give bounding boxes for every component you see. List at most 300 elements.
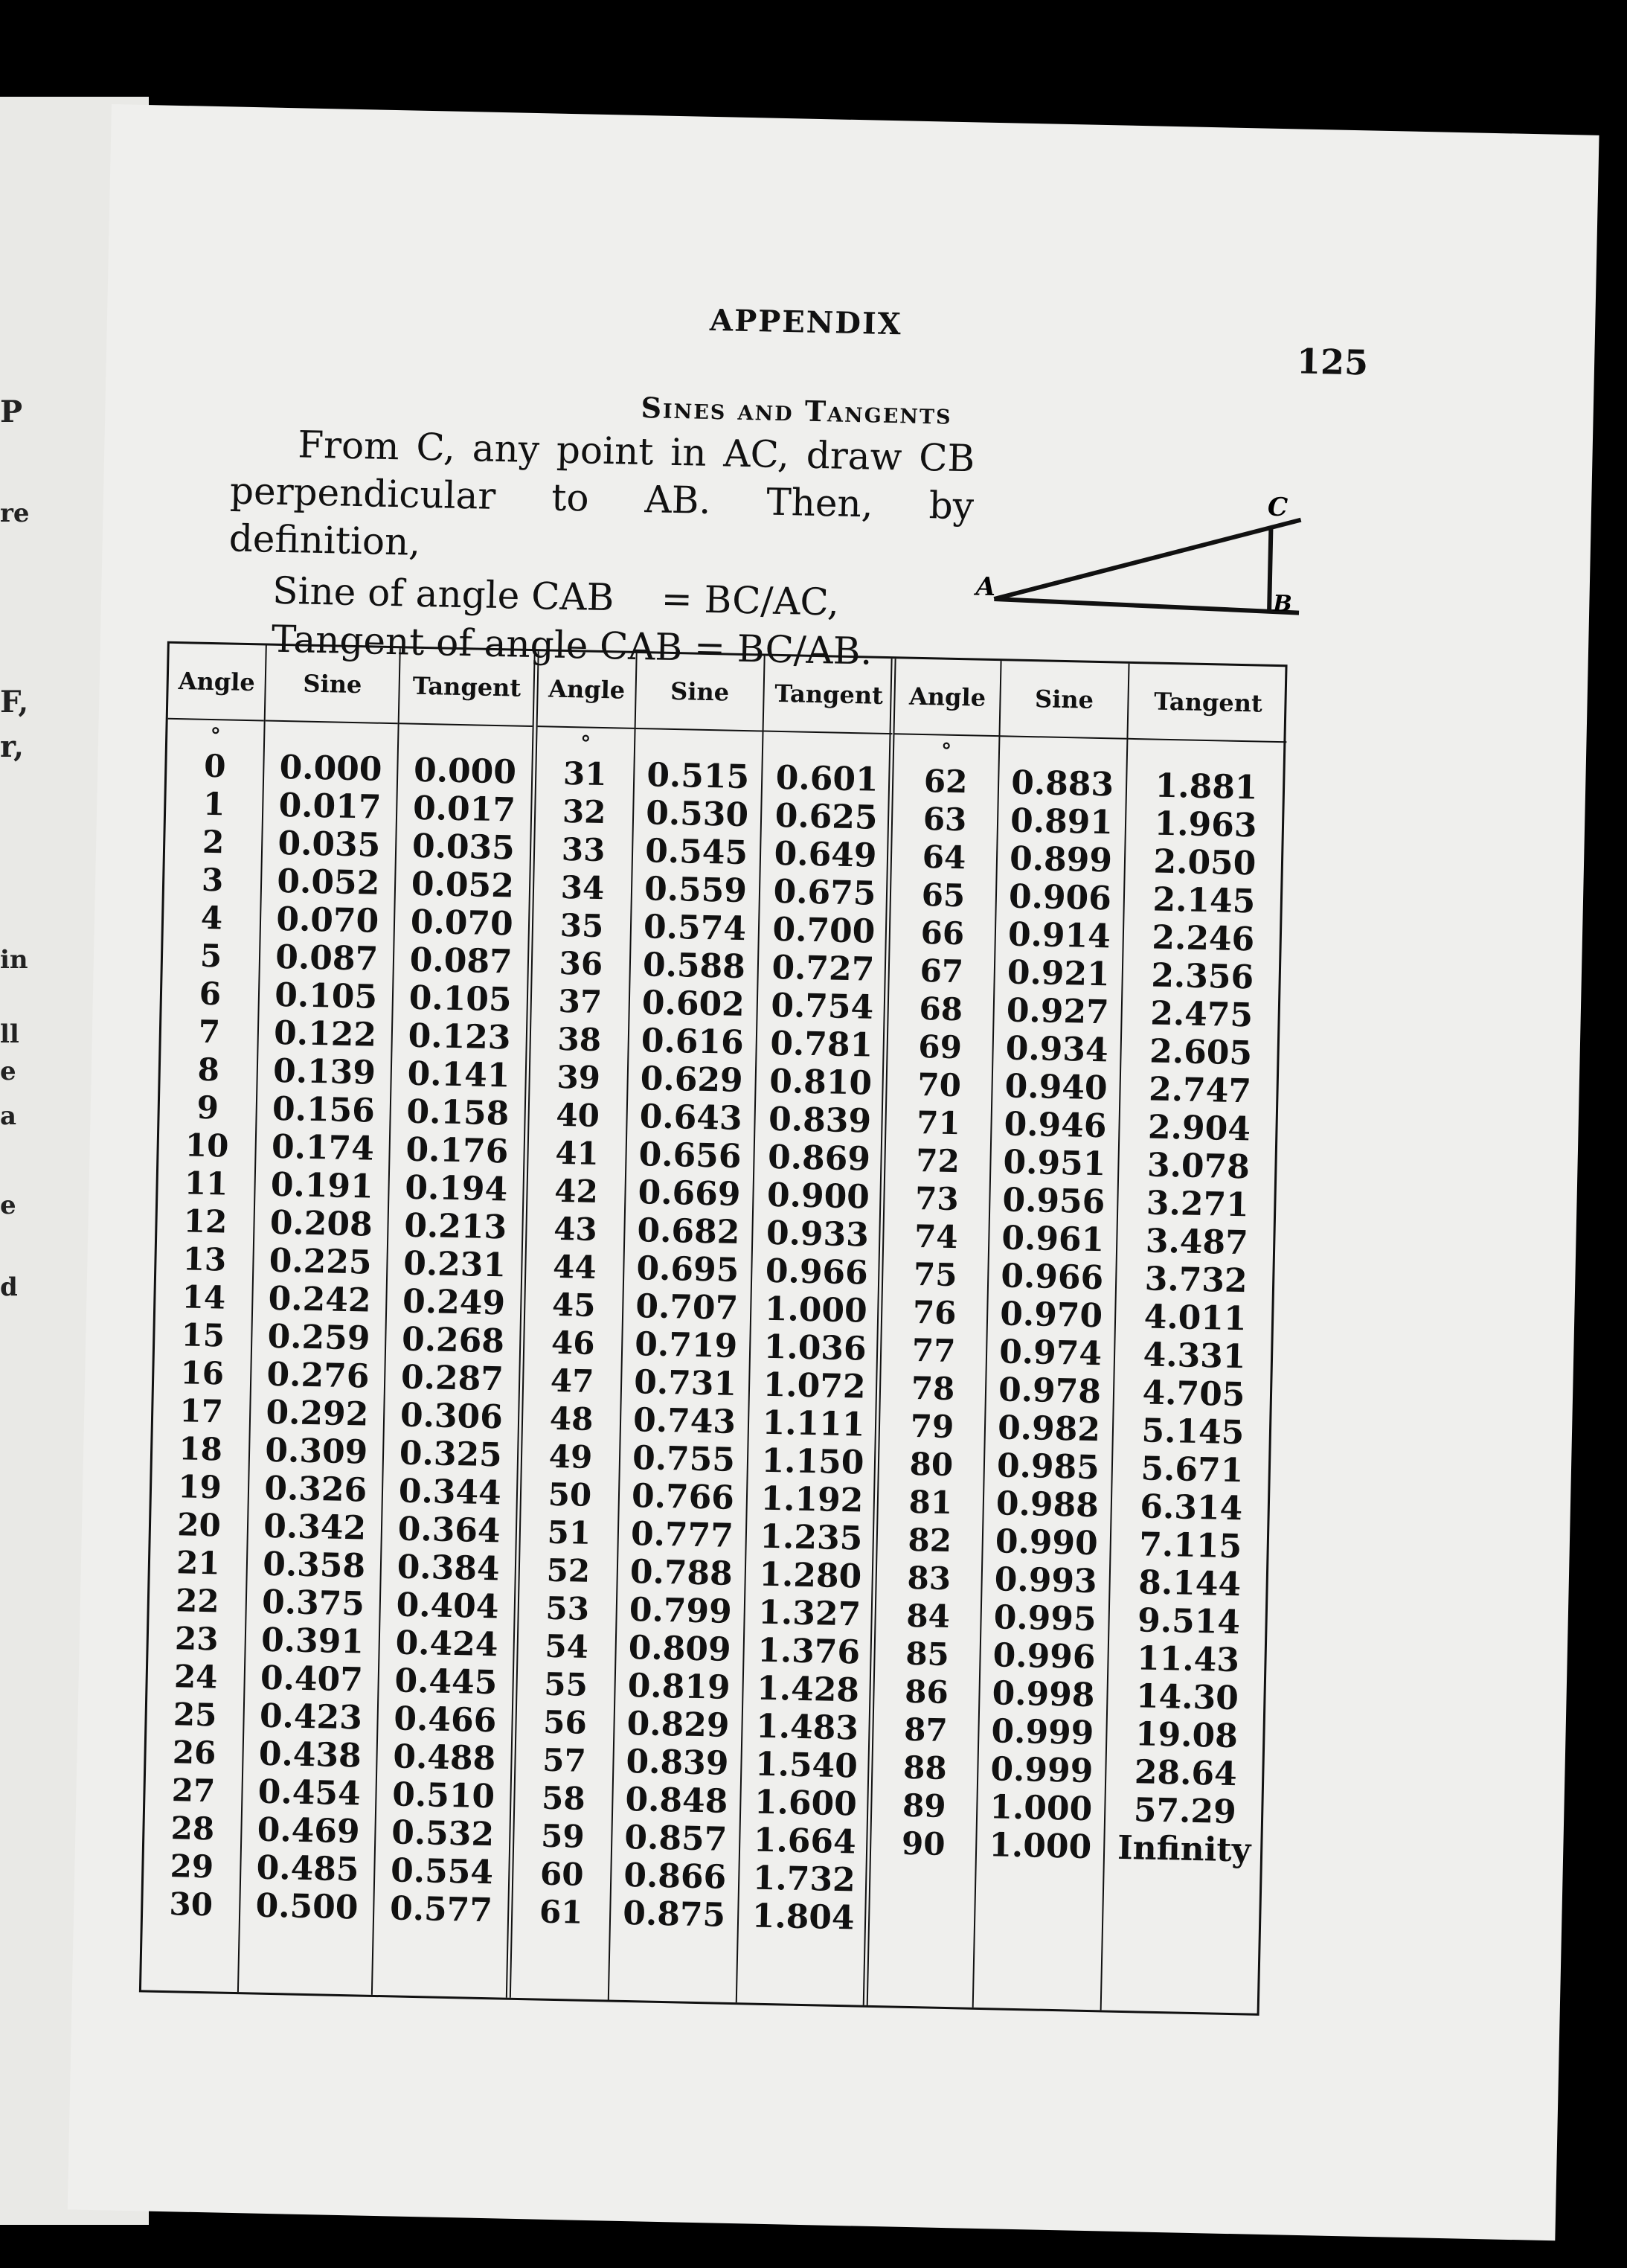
table-group-31-61 [506, 651, 896, 2005]
angle-cell: 41 [554, 1134, 600, 1173]
angle-cell: 14 [182, 1278, 226, 1316]
angle-cell: 26 [172, 1734, 216, 1772]
tangent-cell: 0.384 [397, 1548, 501, 1589]
sine-cell: 0.656 [638, 1135, 742, 1176]
sine-cell: 0.017 [278, 786, 382, 827]
sine-cell: 0.454 [257, 1772, 362, 1813]
sine-cell: 0.934 [1005, 1029, 1109, 1070]
sine-cell: 0.588 [642, 946, 746, 987]
sine-cell: 0.358 [262, 1545, 366, 1586]
angle-cell: 88 [902, 1749, 948, 1787]
sine-cell: 0.407 [260, 1659, 364, 1700]
angle-cell: 77 [911, 1331, 956, 1370]
angle-cell: 67 [920, 952, 964, 990]
angle-cell: 15 [181, 1316, 225, 1354]
sine-cell: 1.000 [988, 1826, 1092, 1867]
left-page-fragment: d [0, 1272, 18, 1302]
tangent-cell: 0.966 [765, 1252, 869, 1292]
tangent-cell: 0.839 [768, 1100, 872, 1141]
tangent-cell: 0.000 [413, 751, 517, 792]
tangent-cell: 3.732 [1144, 1260, 1248, 1301]
sine-cell: 0.208 [269, 1203, 373, 1244]
sine-cell: 0.777 [630, 1515, 734, 1555]
sine-cell: 0.809 [628, 1629, 732, 1669]
sine-cell: 0.921 [1007, 953, 1111, 994]
sine-cell: 0.951 [1003, 1143, 1106, 1184]
angle-cell: 58 [541, 1779, 586, 1817]
angle-cell: 12 [183, 1202, 228, 1240]
tangent-cell: 14.30 [1135, 1677, 1239, 1718]
angle-cell: 55 [543, 1665, 588, 1703]
sine-formula: Sine of angle CAB = BC/AC, [272, 568, 840, 624]
angle-cell: 37 [558, 982, 603, 1021]
sine-cell: 0.995 [993, 1598, 1097, 1639]
sine-cell: 0.500 [255, 1886, 359, 1927]
sine-cell: 0.974 [998, 1333, 1103, 1374]
sine-cell: 0.788 [629, 1553, 734, 1593]
sine-cell: 0.839 [626, 1742, 729, 1783]
tangent-cell: 8.144 [1137, 1563, 1242, 1604]
sine-cell: 0.225 [269, 1241, 373, 1282]
sine-cell: 0.899 [1009, 839, 1113, 880]
tangent-header: Tangent [399, 648, 534, 727]
left-page-fragment: P [0, 394, 23, 429]
angle-cell: 35 [559, 906, 604, 945]
angle-cell: 63 [922, 801, 967, 839]
angle-cell: 34 [560, 868, 605, 907]
line-ab [994, 599, 1299, 613]
tangent-cell: 1.000 [764, 1290, 868, 1330]
tangent-cell: 1.036 [763, 1327, 867, 1368]
sine-cell: 0.914 [1007, 915, 1111, 956]
tangent-cell: 0.625 [774, 796, 879, 837]
sine-cell: 0.259 [267, 1317, 370, 1358]
tangent-cell: 1.600 [754, 1783, 858, 1824]
tangent-cell: 1.540 [754, 1745, 859, 1786]
sine-cell: 0.819 [627, 1667, 731, 1707]
tangent-cell: 0.781 [769, 1024, 873, 1065]
angle-cell: 43 [553, 1210, 598, 1248]
sine-cell: 0.276 [266, 1355, 370, 1396]
tangent-cell: 0.488 [392, 1737, 496, 1778]
sine-cell: 0.469 [257, 1810, 361, 1851]
tangent-cell: 5.671 [1140, 1449, 1244, 1490]
angle-cell: 70 [917, 1066, 962, 1104]
sines-tangents-table [139, 641, 1288, 2016]
sine-cell: 0.966 [1000, 1257, 1104, 1298]
angle-cell: 33 [561, 830, 606, 869]
sine-cell: 0.070 [275, 900, 379, 941]
tangent-cell: 0.087 [409, 941, 513, 981]
sine-cell: 0.999 [989, 1750, 1094, 1791]
angle-cell: 9 [196, 1089, 219, 1127]
tangent-cell: 9.514 [1137, 1601, 1241, 1642]
tangent-cell: 19.08 [1135, 1715, 1239, 1756]
angle-cell: 4 [200, 899, 223, 937]
sine-cell: 0.616 [641, 1022, 745, 1063]
angle-cell: 0 [203, 747, 226, 785]
label-c: C [1267, 492, 1289, 523]
tangent-cell: 1.804 [751, 1897, 856, 1938]
tangent-cell: 0.306 [399, 1396, 504, 1437]
angle-cell: 80 [909, 1445, 954, 1484]
table-group-0-30 [141, 644, 534, 1998]
angle-cell: 85 [905, 1635, 950, 1673]
sine-cell: 0.993 [994, 1560, 1098, 1601]
sine-cell: 0.602 [641, 984, 745, 1025]
tangent-cell: 1.428 [756, 1669, 860, 1710]
tangent-cell: 0.194 [404, 1168, 508, 1209]
angle-cell: 39 [556, 1058, 601, 1097]
angle-cell: 69 [917, 1028, 963, 1066]
angle-cell: 65 [921, 877, 966, 914]
angle-cell: 61 [539, 1893, 583, 1931]
angle-cell: 46 [551, 1324, 595, 1362]
sine-cell: 0.485 [256, 1848, 360, 1889]
tangent-cell: 0.554 [390, 1851, 494, 1892]
tangent-cell: 2.246 [1151, 918, 1255, 959]
tangent-cell: 0.176 [405, 1130, 509, 1171]
tangent-cell: 1.483 [755, 1707, 859, 1748]
angle-header: Angle [894, 659, 1000, 737]
tangent-cell: 1.235 [759, 1517, 863, 1558]
sine-cell: 0.906 [1008, 877, 1112, 918]
tangent-cell: 0.424 [395, 1624, 498, 1665]
tangent-cell: 0.754 [770, 986, 874, 1027]
sine-cell: 0.990 [995, 1522, 1099, 1563]
angle-cell: 22 [175, 1582, 220, 1620]
sine-header: Sine [266, 646, 400, 725]
angle-cell: 87 [903, 1711, 949, 1749]
angle-cell: 23 [174, 1620, 219, 1658]
sine-cell: 0.035 [277, 824, 381, 865]
sine-cell: 0.309 [264, 1431, 368, 1472]
sine-cell: 0.766 [631, 1477, 735, 1517]
angle-cell: 62 [923, 763, 968, 801]
angle-cell: 82 [908, 1521, 952, 1560]
tangent-cell: 0.404 [396, 1586, 499, 1627]
tangent-cell: 1.111 [762, 1403, 865, 1444]
sine-header: Sine [636, 653, 764, 732]
angle-cell: 75 [913, 1255, 958, 1294]
tangent-cell: 0.510 [391, 1775, 495, 1816]
angle-header: Angle [168, 644, 266, 722]
angle-cell: 45 [551, 1286, 597, 1324]
angle-cell: 54 [544, 1627, 589, 1665]
angle-cell: 38 [557, 1020, 602, 1059]
angle-cell: 6 [199, 975, 222, 1013]
sine-cell: 0.799 [629, 1591, 733, 1631]
tangent-cell: Infinity [1117, 1828, 1251, 1870]
sine-cell: 0.191 [270, 1165, 374, 1206]
line-cb [1269, 529, 1271, 612]
angle-cell: 59 [540, 1817, 585, 1855]
tangent-header: Tangent [764, 656, 894, 735]
sine-cell: 0.996 [992, 1636, 1096, 1677]
angle-cell: 51 [547, 1513, 591, 1551]
sine-cell: 0.883 [1010, 763, 1114, 804]
angle-cell: 86 [904, 1673, 949, 1711]
left-page-fragment: r, [0, 729, 25, 764]
tangent-cell: 28.64 [1134, 1753, 1238, 1794]
tangent-cell: 2.145 [1152, 880, 1256, 921]
angle-cell: 49 [548, 1438, 593, 1476]
tangent-cell: 2.904 [1147, 1108, 1251, 1149]
angle-cell: 68 [919, 990, 963, 1028]
left-page-fragment: e [0, 1191, 16, 1220]
tangent-cell: 11.43 [1136, 1639, 1240, 1680]
angle-cell: 84 [905, 1597, 951, 1636]
page-number: 125 [1296, 341, 1369, 383]
degree-mark: ° [210, 723, 222, 749]
tangent-cell: 0.249 [402, 1282, 506, 1323]
sine-cell: 0.946 [1004, 1105, 1107, 1146]
tangent-cell: 2.475 [1149, 994, 1254, 1035]
sine-cell: 0.978 [998, 1371, 1102, 1412]
tangent-cell: 4.331 [1143, 1336, 1246, 1377]
sine-cell: 0.999 [991, 1712, 1094, 1753]
sine-cell: 0.375 [261, 1583, 365, 1624]
angle-cell: 83 [907, 1559, 952, 1598]
sine-cell: 0.139 [272, 1051, 376, 1092]
angle-cell: 78 [911, 1369, 955, 1408]
tangent-cell: 0.601 [775, 758, 879, 799]
sine-cell: 0.998 [992, 1674, 1095, 1715]
angle-cell: 30 [169, 1886, 214, 1923]
angle-cell: 13 [182, 1240, 227, 1278]
tangent-cell: 2.605 [1149, 1032, 1253, 1073]
angle-cell: 47 [550, 1362, 594, 1400]
tangent-cell: 0.070 [410, 903, 514, 944]
angle-cell: 17 [179, 1392, 224, 1430]
sine-cell: 0.242 [268, 1279, 372, 1320]
sine-cell: 0.695 [635, 1249, 739, 1290]
sine-cell: 0.848 [625, 1780, 728, 1821]
tangent-cell: 0.869 [767, 1138, 871, 1179]
sine-cell: 0.956 [1001, 1181, 1105, 1222]
label-a: A [975, 571, 996, 603]
angle-cell: 60 [539, 1855, 585, 1893]
sine-cell: 0.530 [645, 794, 749, 835]
angle-cell: 8 [197, 1051, 220, 1089]
angle-cell: 28 [170, 1810, 215, 1848]
sine-cell: 0.829 [626, 1704, 730, 1745]
running-head: APPENDIX [709, 302, 903, 342]
angle-cell: 44 [552, 1248, 597, 1286]
sine-cell: 0.423 [259, 1697, 363, 1737]
tangent-cell: 0.466 [393, 1700, 497, 1740]
tangent-cell: 5.145 [1141, 1412, 1245, 1452]
sine-cell: 0.174 [271, 1127, 375, 1168]
sine-cell: 0.982 [997, 1409, 1101, 1449]
tangent-cell: 0.445 [394, 1662, 498, 1702]
sine-cell: 0.961 [1001, 1219, 1105, 1260]
tangent-cell: 3.271 [1146, 1184, 1250, 1225]
angle-cell: 57 [542, 1741, 587, 1779]
tangent-cell: 0.017 [412, 789, 516, 830]
angle-cell: 64 [922, 839, 966, 877]
sine-cell: 0.940 [1004, 1067, 1108, 1108]
sine-cell: 0.755 [632, 1439, 736, 1479]
sine-cell: 0.629 [640, 1060, 744, 1101]
tangent-column [1100, 664, 1289, 2014]
tangent-cell: 0.364 [397, 1510, 501, 1551]
angle-cell: 90 [901, 1825, 946, 1862]
section-title: Sines and Tangents [641, 390, 953, 431]
degree-mark: ° [940, 738, 952, 763]
tangent-cell: 2.050 [1153, 842, 1257, 883]
tangent-cell: 1.072 [763, 1365, 867, 1406]
left-page-fragment: a [0, 1101, 17, 1131]
sine-cell: 1.000 [989, 1788, 1093, 1829]
tangent-cell: 0.675 [773, 872, 876, 913]
tangent-cell: 1.192 [760, 1479, 864, 1520]
sine-cell: 0.087 [275, 938, 379, 978]
tangent-header: Tangent [1128, 664, 1288, 743]
sine-cell: 0.391 [260, 1621, 365, 1662]
sine-cell: 0.719 [634, 1325, 738, 1365]
tangent-cell: 1.376 [757, 1631, 861, 1672]
sine-cell: 0.985 [996, 1447, 1100, 1487]
tangent-cell: 1.280 [758, 1555, 862, 1596]
sine-cell: 0.000 [279, 748, 382, 789]
tangent-cell: 0.158 [406, 1092, 510, 1133]
angle-cell: 53 [545, 1589, 590, 1627]
tangent-cell: 0.577 [389, 1889, 493, 1930]
sine-cell: 0.891 [1010, 801, 1114, 842]
tangent-cell: 0.532 [391, 1813, 495, 1854]
sine-cell: 0.438 [258, 1734, 362, 1775]
sine-cell: 0.669 [638, 1173, 741, 1214]
angle-cell: 19 [177, 1468, 222, 1506]
angle-cell: 66 [920, 914, 965, 952]
angle-cell: 72 [915, 1141, 960, 1180]
tangent-cell: 0.810 [768, 1062, 873, 1103]
left-page-fragment: F, [0, 685, 29, 720]
tangent-cell: 0.213 [403, 1206, 507, 1247]
tangent-cell: 1.664 [753, 1821, 857, 1862]
tangent-cell: 6.314 [1139, 1487, 1243, 1528]
intro-paragraph [228, 419, 975, 577]
tangent-cell: 4.705 [1142, 1374, 1245, 1415]
sine-cell: 0.682 [637, 1211, 740, 1252]
tangent-cell: 0.141 [407, 1054, 510, 1095]
left-page-fragment: re [0, 499, 30, 528]
tangent-cell: 4.011 [1143, 1298, 1248, 1339]
tangent-cell: 2.747 [1148, 1070, 1252, 1111]
angle-cell: 7 [198, 1013, 221, 1051]
sine-cell: 0.574 [643, 908, 747, 949]
tangent-cell: 0.231 [402, 1244, 507, 1285]
tangent-cell: 0.325 [399, 1434, 503, 1475]
sine-cell: 0.559 [644, 870, 748, 911]
angle-header: Angle [538, 651, 636, 729]
triangle-diagram [971, 420, 1332, 650]
left-page-fragment: ll [0, 1019, 19, 1049]
sine-cell: 0.342 [263, 1507, 367, 1548]
angle-cell: 50 [548, 1476, 592, 1513]
angle-cell: 27 [171, 1772, 216, 1810]
sine-cell: 0.292 [266, 1393, 369, 1434]
sine-cell: 0.545 [644, 832, 748, 873]
angle-cell: 3 [201, 861, 224, 899]
angle-cell: 81 [908, 1483, 953, 1522]
sine-cell: 0.866 [623, 1856, 727, 1897]
angle-cell: 16 [180, 1354, 225, 1392]
book-page [68, 104, 1599, 2240]
tangent-cell: 0.649 [774, 834, 877, 875]
sine-cell: 0.743 [632, 1401, 737, 1441]
tangent-cell: 0.700 [772, 910, 876, 951]
sine-cell: 0.875 [622, 1894, 726, 1935]
angle-cell: 42 [553, 1172, 599, 1211]
tangent-cell: 0.727 [771, 948, 875, 989]
tangent-cell: 3.078 [1146, 1146, 1251, 1187]
line-ac [994, 513, 1300, 606]
angle-cell: 31 [562, 755, 608, 793]
tangent-cell: 0.287 [400, 1358, 504, 1399]
sine-cell: 0.515 [646, 756, 750, 797]
tangent-cell: 0.268 [401, 1320, 505, 1361]
sine-cell: 0.105 [274, 976, 378, 1016]
angle-cell: 11 [184, 1165, 228, 1202]
angle-cell: 24 [173, 1658, 218, 1696]
angle-cell: 2 [202, 823, 225, 861]
sine-header: Sine [1000, 661, 1128, 740]
angle-cell: 36 [559, 944, 603, 983]
tangent-cell: 7.115 [1138, 1525, 1242, 1566]
tangent-cell: 0.105 [408, 978, 513, 1019]
sine-cell: 0.857 [623, 1818, 728, 1859]
tangent-cell: 2.356 [1150, 956, 1254, 997]
tangent-cell: 1.963 [1154, 804, 1257, 845]
sine-cell: 0.731 [633, 1363, 737, 1403]
tangent-formula: Tangent of angle CAB = BC/AB. [271, 617, 873, 673]
sine-cell: 0.052 [276, 862, 380, 903]
angle-cell: 79 [910, 1407, 954, 1446]
sine-cell: 0.326 [263, 1469, 368, 1510]
sine-cell: 0.643 [639, 1098, 743, 1138]
tangent-cell: 0.123 [408, 1016, 511, 1057]
angle-cell: 52 [546, 1551, 591, 1589]
angle-cell: 10 [184, 1127, 229, 1165]
angle-cell: 5 [199, 937, 222, 975]
tangent-cell: 1.150 [761, 1441, 864, 1482]
tangent-cell: 1.732 [752, 1859, 856, 1900]
tangent-cell: 0.052 [411, 865, 515, 906]
angle-cell: 29 [170, 1848, 214, 1886]
tangent-cell: 1.327 [757, 1593, 861, 1634]
tangent-cell: 0.035 [411, 827, 516, 868]
table-group-62-90 [863, 659, 1291, 2014]
angle-cell: 73 [914, 1179, 960, 1218]
tangent-cell: 0.344 [398, 1472, 502, 1513]
sine-cell: 0.970 [999, 1295, 1103, 1336]
intro-text: From C, any point in AC, draw CB perpendicular to AB. Then, by definition, [228, 423, 975, 564]
sine-cell: 0.122 [273, 1013, 377, 1054]
label-b: B [1272, 590, 1293, 618]
angle-cell: 18 [178, 1430, 223, 1468]
sine-cell: 0.156 [272, 1089, 376, 1130]
tangent-cell: 0.900 [766, 1176, 870, 1217]
tangent-cell: 3.487 [1145, 1222, 1249, 1263]
tangent-cell: 57.29 [1133, 1791, 1237, 1832]
left-page-fragment: e [0, 1057, 16, 1086]
tangent-cell: 1.881 [1155, 766, 1259, 807]
sine-cell: 0.988 [995, 1484, 1100, 1525]
angle-cell: 74 [914, 1217, 959, 1256]
angle-cell: 1 [202, 785, 225, 823]
